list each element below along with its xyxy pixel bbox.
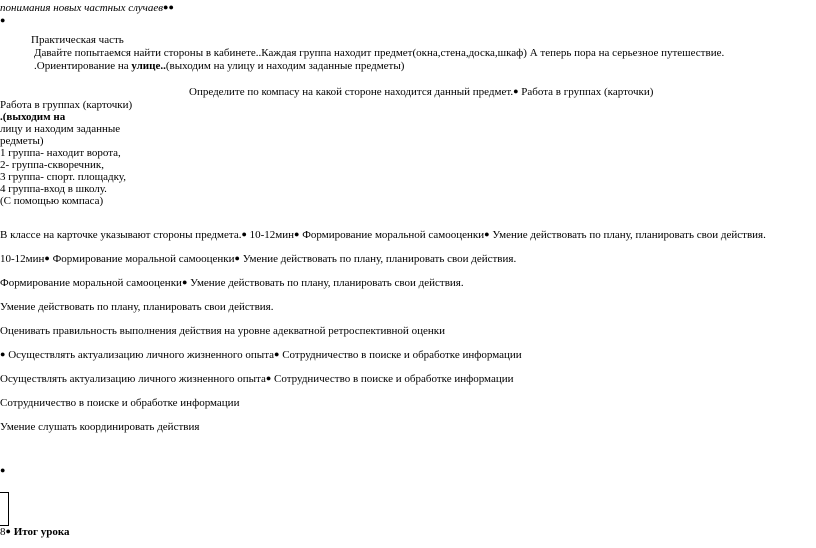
row-6	[0, 349, 522, 362]
compass-after: Работа в группах (карточки)	[518, 86, 654, 98]
bullet-icon: ●	[181, 277, 188, 287]
row1-b: 10-12мин	[246, 229, 295, 241]
groups-line-5: 2- группа-скворечник,	[0, 159, 104, 171]
groups-line-1: .(выходим на	[0, 111, 66, 123]
row-1	[0, 229, 766, 242]
row1-c: Формирование моральной самооценки	[299, 229, 485, 241]
row-8: Сотрудничество в поиске и обработке информации	[0, 397, 240, 409]
bullet-icon: ●	[274, 349, 280, 359]
header-line	[0, 2, 174, 15]
row2-c: Умение действовать по плану, планировать свои действия.	[239, 253, 517, 265]
practical-line2-prefix: .Ориентирование на	[34, 60, 132, 72]
groups-line-4: 1 группа- находит ворота,	[0, 147, 121, 159]
practical-title: Практическая часть	[31, 34, 124, 46]
footer-number: 8	[0, 526, 6, 538]
compass-text: Определите по компасу на какой стороне находится данный предмет.	[189, 86, 514, 98]
groups-line-6: 3 группа- спорт. площадку,	[0, 171, 126, 183]
bullet-icon: ●	[234, 253, 240, 263]
practical-line2-suffix: (выходим на улицу и находим заданные предметы)	[165, 60, 405, 72]
row3-a: Формирование моральной самооценки	[0, 277, 182, 289]
row-2	[0, 253, 516, 266]
row-5: Оценивать правильность выполнения действия на уровне адекватной ретроспективной оценки	[0, 325, 445, 337]
row7-a: Осуществлять актуализацию личного жизненного опыта	[0, 373, 266, 385]
bullet-marker	[0, 465, 5, 478]
header-text: понимания новых частных случаев	[0, 2, 164, 14]
groups-line-8: (С помощью компаса)	[0, 195, 104, 207]
row6-b: Сотрудничество в поиске и обработке информации	[279, 349, 522, 361]
row-3	[0, 277, 464, 290]
row-7	[0, 373, 514, 386]
groups-line-3: редметы)	[0, 135, 44, 147]
bullet-marker	[0, 15, 5, 28]
practical-line2-bold: улице..	[131, 60, 166, 72]
groups-line-2: лицу и находим заданные	[0, 123, 121, 135]
groups-line-0: Работа в группах (карточки)	[0, 99, 133, 111]
bullet-icon: ●	[0, 349, 6, 359]
bullet-icon: ●	[163, 2, 169, 12]
row7-b: Сотрудничество в поиске и обработке информации	[271, 373, 514, 385]
row1-a: В классе на карточке указывают стороны предмета.	[0, 229, 242, 241]
practical-line2	[34, 60, 404, 73]
groups-line-7: 4 группа-вход в школу.	[0, 183, 107, 195]
bullet-icon: ●	[265, 373, 272, 383]
bullet-icon: ●	[168, 2, 174, 12]
text-frame-box	[0, 492, 9, 526]
row2-a: 10-12мин	[0, 253, 45, 265]
row-4: Умение действовать по плану, планировать свои действия.	[0, 301, 274, 313]
footer-title: Итог урока	[13, 526, 70, 538]
bullet-icon: ●	[0, 15, 6, 25]
row1-d: Умение действовать по плану, планировать свои действия.	[489, 229, 766, 241]
bullet-icon: ●	[5, 526, 11, 536]
bullet-icon: ●	[241, 229, 247, 239]
bullet-icon: ●	[44, 253, 50, 263]
footer-line	[0, 526, 70, 539]
row3-b: Умение действовать по плану, планировать свои действия.	[187, 277, 464, 289]
practical-line1: Давайте попытаемся найти стороны в кабинете..Каждая группа находит предмет(окна,стена,доска,шкаф) А теперь пора на серьезное путешествие.	[34, 47, 725, 59]
row2-b: Формирование моральной самооценки	[49, 253, 235, 265]
bullet-icon: ●	[294, 229, 300, 239]
bullet-icon: ●	[484, 229, 490, 239]
bullet-icon: ●	[513, 86, 519, 96]
compass-line	[189, 86, 653, 99]
bullet-icon: ●	[0, 465, 6, 475]
row-9: Умение слушать координировать действия	[0, 421, 200, 433]
row6-a: Осуществлять актуализацию личного жизненного опыта	[5, 349, 275, 361]
